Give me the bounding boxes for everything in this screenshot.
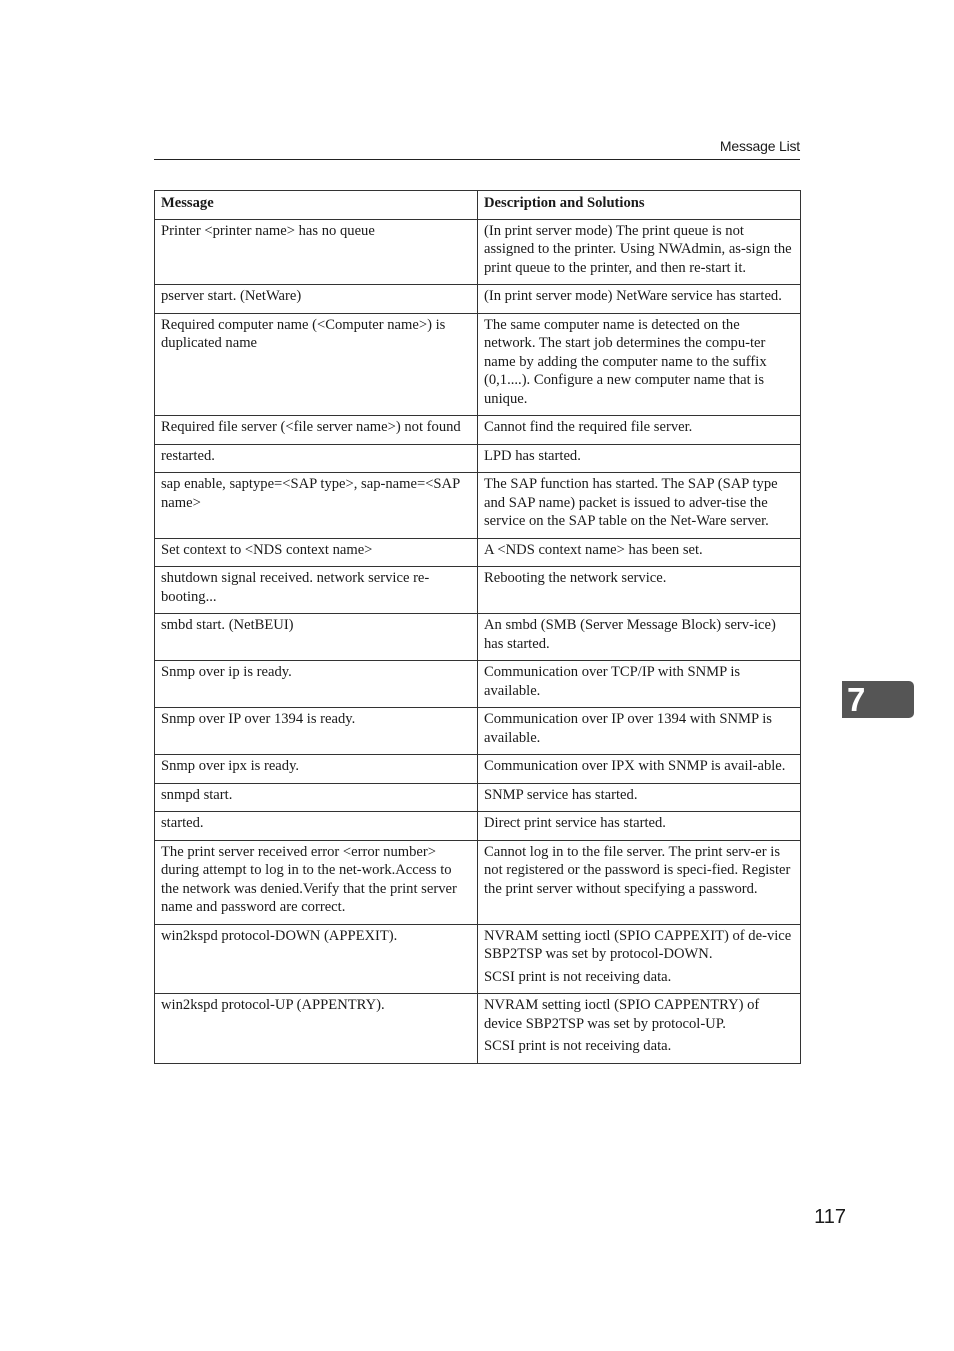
column-header-message: Message [155, 191, 478, 220]
description-paragraph: SNMP service has started. [484, 786, 638, 803]
message-cell: Required file server (<file server name>) not found [155, 416, 478, 445]
description-cell [478, 812, 801, 841]
table-row [155, 444, 801, 473]
description-paragraph: The SAP function has started. The SAP (SAP type and SAP name) packet is issued to adver-tise the service on the SAP table on the Net-Ware server. [484, 476, 778, 529]
table-row [155, 783, 801, 812]
description-paragraph: (In print server mode) NetWare service has started. [484, 288, 782, 304]
description-paragraph: NVRAM setting ioctl (SPIO CAPPEXIT) of de-vice SBP2TSP was set by protocol-DOWN. [484, 927, 792, 962]
description-paragraph: Rebooting the network service. [484, 570, 667, 586]
description-paragraph: NVRAM setting ioctl (SPIO CAPPENTRY) of device SBP2TSP was set by protocol-UP. [484, 997, 760, 1032]
description-cell [478, 285, 801, 314]
description-paragraph: LPD has started. [484, 447, 581, 464]
description-cell [478, 994, 801, 1064]
description-cell [478, 840, 801, 924]
description-paragraph: Communication over TCP/IP with SNMP is available. [484, 664, 741, 699]
message-cell: snmpd start. [155, 783, 478, 812]
description-paragraph: Communication over IP over 1394 with SNMP is available. [484, 711, 772, 746]
description-paragraph: Direct print service has started. [484, 815, 666, 831]
description-cell [478, 444, 801, 473]
table-row [155, 285, 801, 314]
table-row [155, 538, 801, 567]
table-row [155, 924, 801, 994]
table-row [155, 994, 801, 1064]
table-body [155, 219, 801, 1063]
table-row [155, 708, 801, 755]
description-cell [478, 708, 801, 755]
description-cell [478, 219, 801, 285]
running-header-title: Message List [719, 138, 800, 154]
table-row [155, 567, 801, 614]
table-row [155, 473, 801, 539]
description-cell [478, 755, 801, 784]
description-paragraph: (In print server mode) The print queue is not assigned to the printer. Using NWAdmin, as-sign the print queue to the printer, and then re-start it. [484, 222, 792, 276]
description-paragraph: Cannot log in to the file server. The print serv-er is not registered or the password is speci-fied. Register the print server without specifying a password. [484, 843, 791, 897]
table-row [155, 416, 801, 445]
description-cell [478, 313, 801, 416]
description-cell [478, 416, 801, 445]
message-cell: The print server received error <error number> during attempt to log in to the net-work.Access to the network was denied.Verify that the print server name and password are correct. [155, 840, 478, 924]
message-cell: started. [155, 812, 478, 841]
description-cell [478, 567, 801, 614]
message-cell: Snmp over ip is ready. [155, 661, 478, 708]
message-cell: Set context to <NDS context name> [155, 538, 478, 567]
page-number: 117 [814, 1206, 846, 1228]
message-cell: restarted. [155, 444, 478, 473]
description-paragraph: SCSI print is not receiving data. [484, 968, 672, 985]
description-cell [478, 661, 801, 708]
description-paragraph: SCSI print is not receiving data. [484, 1038, 672, 1054]
message-cell: shutdown signal received. network service re-booting... [155, 567, 478, 614]
table-row [155, 661, 801, 708]
description-paragraph: Cannot find the required file server. [484, 419, 693, 435]
description-cell [478, 924, 801, 994]
table-row [155, 755, 801, 784]
description-paragraph: A <NDS context name> has been set. [484, 541, 703, 558]
description-cell [478, 473, 801, 539]
table-row [155, 840, 801, 924]
description-paragraph: Communication over IPX with SNMP is avail-able. [484, 758, 786, 774]
description-paragraph: An smbd (SMB (Server Message Block) serv-ice) has started. [484, 617, 776, 652]
table-row [155, 313, 801, 416]
description-cell [478, 538, 801, 567]
message-cell: Snmp over ipx is ready. [155, 755, 478, 784]
chapter-number: 7 [847, 681, 866, 718]
header-rule [154, 159, 800, 160]
message-cell: Printer <printer name> has no queue [155, 219, 478, 285]
message-cell: win2kspd protocol-DOWN (APPEXIT). [155, 924, 478, 994]
message-cell: sap enable, saptype=<SAP type>, sap-name=<SAP name> [155, 473, 478, 539]
message-cell: Snmp over IP over 1394 is ready. [155, 708, 478, 755]
table-row [155, 812, 801, 841]
table-row [155, 219, 801, 285]
message-cell: smbd start. (NetBEUI) [155, 614, 478, 661]
description-paragraph: The same computer name is detected on the network. The start job determines the compu-ter name by adding the computer name to the suffix (0,1....). Configure a new computer name that is unique. [484, 316, 767, 407]
message-cell: Required computer name (<Computer name>) is duplicated name [155, 313, 478, 416]
table-header-row [155, 191, 801, 220]
message-cell: pserver start. (NetWare) [155, 285, 478, 314]
message-table [154, 190, 801, 1064]
table-row [155, 614, 801, 661]
column-header-description: Description and Solutions [478, 191, 801, 220]
chapter-tab [842, 681, 914, 718]
description-cell [478, 614, 801, 661]
description-cell [478, 783, 801, 812]
message-cell: win2kspd protocol-UP (APPENTRY). [155, 994, 478, 1064]
